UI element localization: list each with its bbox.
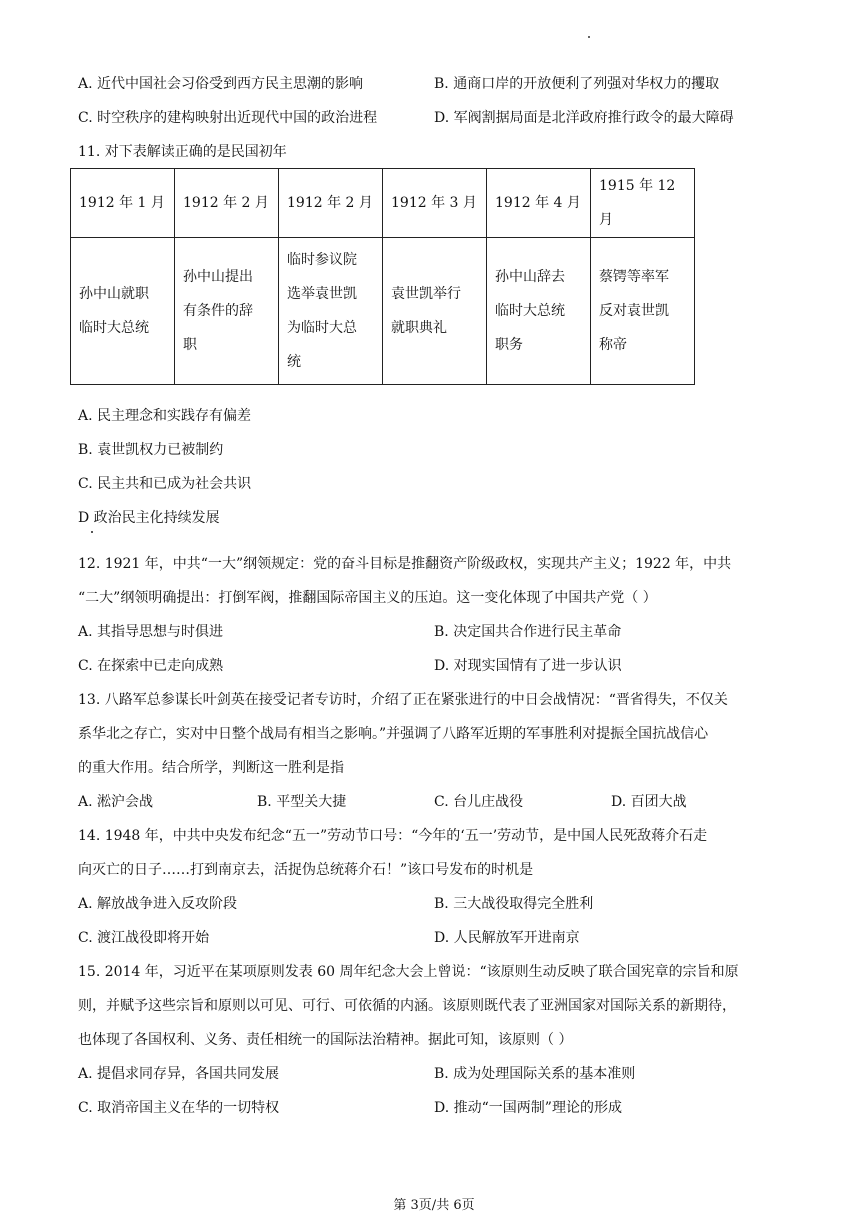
table-header-cell: 1912 年 3 月 [383,169,487,238]
cell-line: 临时大总统 [495,303,565,319]
table-cell [71,238,175,385]
cell-line: 袁世凯举行 [391,286,461,302]
q13-option-a[interactable]: A. 淞沪会战 [78,794,154,810]
q11-timeline-table [70,168,695,385]
table-cell [175,238,279,385]
q14-option-a[interactable]: A. 解放战争进入反攻阶段 [78,896,238,912]
table-header-cell: 1915 年 12 月 [591,169,695,238]
q13-option-b[interactable]: B. 平型关大捷 [257,794,347,810]
table-header-cell: 1912 年 2 月 [175,169,279,238]
cell-line: 统 [287,354,301,370]
table-header-row [71,169,695,238]
q12-option-c[interactable]: C. 在探索中已走向成熟 [78,658,224,674]
q11-stem: 11. 对下表解读正确的是民国初年 [78,144,287,160]
q13-stem-line: 系华北之存亡，实对中日整个战局有相当之影响。”并强调了八路军近期的军事胜利对提振全国抗战信心 [78,726,709,742]
q14-option-c[interactable]: C. 渡江战役即将开始 [78,930,210,946]
q11-option-c[interactable]: C. 民主共和已成为社会共识 [78,476,252,492]
cell-line: 蔡锷等率军 [599,269,669,285]
q10-option-d[interactable]: D. 军阀割据局面是北洋政府推行政令的最大障碍 [434,110,734,126]
q15-stem-line: 则，并赋予这些宗旨和原则以可见、可行、可依循的内涵。该原则既代表了亚洲国家对国际关系的新期待， [78,998,736,1014]
q15-stem-line: 也体现了各国权利、义务、责任相统一的国际法治精神。据此可知，该原则（ ） [78,1032,573,1048]
q13-option-c[interactable]: C. 台儿庄战役 [434,794,524,810]
q12-option-d[interactable]: D. 对现实国情有了进一步认识 [434,658,622,674]
table-cell [383,238,487,385]
cell-line: 孙中山就职 [79,286,149,302]
q11-option-b[interactable]: B. 袁世凯权力已被制约 [78,442,224,458]
q10-option-a[interactable]: A. 近代中国社会习俗受到西方民主思潮的影响 [78,76,364,92]
q13-stem-line: 的重大作用。结合所学，判断这一胜利是指 [78,760,344,776]
scan-speck [91,531,93,533]
q14-stem-line: 向灭亡的日子……打到南京去，活捉伪总统蒋介石！”该口号发布的时机是 [78,862,534,878]
q11-option-d[interactable]: D 政治民主化持续发展 [78,510,220,526]
scan-speck [588,36,590,38]
table-header-cell: 1912 年 2 月 [279,169,383,238]
q15-option-a[interactable]: A. 提倡求同存异，各国共同发展 [78,1066,280,1082]
q15-stem-line: 15. 2014 年，习近平在某项原则发表 60 周年纪念大会上曾说：“该原则生动反映了联合国宪章的宗旨和原 [78,964,739,980]
q10-option-c[interactable]: C. 时空秩序的建构映射出近现代中国的政治进程 [78,110,378,126]
q11-option-a[interactable]: A. 民主理念和实践存有偏差 [78,408,252,424]
q13-stem-line: 13. 八路军总参谋长叶剑英在接受记者专访时，介绍了正在紧张进行的中日会战情况：“晋省得失，不仅关 [78,692,728,708]
cell-line: 有条件的辞 [183,303,253,319]
page-number-footer: 第 3页/共 6页 [393,1198,475,1213]
table-cell [279,238,383,385]
cell-line: 孙中山提出 [183,269,253,285]
q15-option-d[interactable]: D. 推动“一国两制”理论的形成 [434,1100,622,1116]
table-row [71,238,695,385]
cell-line: 孙中山辞去 [495,269,565,285]
cell-line: 临时参议院 [287,252,357,268]
q12-option-a[interactable]: A. 其指导思想与时俱进 [78,624,224,640]
table-header-cell: 1912 年 1 月 [71,169,175,238]
q15-option-b[interactable]: B. 成为处理国际关系的基本准则 [434,1066,636,1082]
q12-option-b[interactable]: B. 决定国共合作进行民主革命 [434,624,622,640]
q14-option-d[interactable]: D. 人民解放军开进南京 [434,930,580,946]
cell-line: 称帝 [599,337,627,353]
q14-option-b[interactable]: B. 三大战役取得完全胜利 [434,896,594,912]
q10-option-b[interactable]: B. 通商口岸的开放便利了列强对华权力的攫取 [434,76,720,92]
cell-line: 临时大总统 [79,320,149,336]
cell-line: 就职典礼 [391,320,447,336]
q12-stem-line: 12. 1921 年，中共“一大”纲领规定：党的奋斗目标是推翻资产阶级政权，实现共产主义；1922 年，中共 [78,556,732,572]
q15-option-c[interactable]: C. 取消帝国主义在华的一切特权 [78,1100,280,1116]
cell-line: 为临时大总 [287,320,357,336]
cell-line: 职务 [495,337,523,353]
q13-option-d[interactable]: D. 百团大战 [611,794,687,810]
table-cell [591,238,695,385]
q12-stem-line: “二大”纲领明确提出：打倒军阀，推翻国际帝国主义的压迫。这一变化体现了中国共产党（ ） [78,590,657,606]
cell-line: 职 [183,337,197,353]
cell-line: 反对袁世凯 [599,303,669,319]
table-header-cell: 1912 年 4 月 [487,169,591,238]
cell-line: 选举袁世凯 [287,286,357,302]
q14-stem-line: 14. 1948 年，中共中央发布纪念“五一”劳动节口号：“今年的‘五一’劳动节，是中国人民死敌蒋介石走 [78,828,708,844]
table-cell [487,238,591,385]
